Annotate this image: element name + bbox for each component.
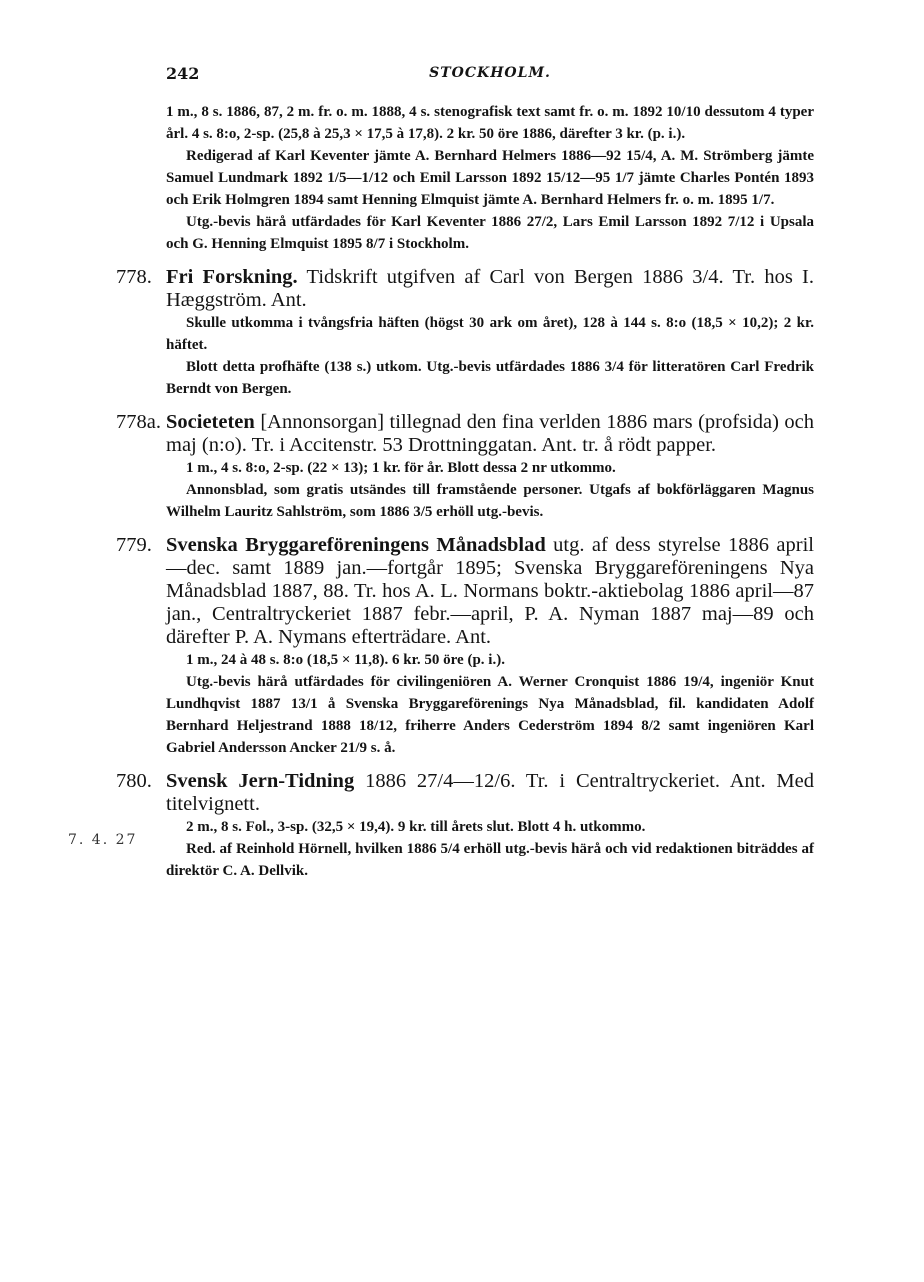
entry-heading xyxy=(166,534,814,649)
entry-description: 1886 27/4—12/6. Tr. i Centraltryckeriet. Ant. Med titelvignett. xyxy=(166,770,814,815)
entry-note: 2 m., 8 s. Fol., 3-sp. (32,5 × 19,4). 9 kr. till årets slut. Blott 4 h. utkommo. xyxy=(186,819,646,835)
entry-title: Svenska Bryggareföreningens Månadsblad xyxy=(166,534,546,556)
entry-heading xyxy=(166,266,814,312)
entry-description: Tidskrift utgifven af Carl von Bergen 1886 3/4. Tr. hos I. Hæggström. Ant. xyxy=(166,266,814,311)
entry-heading xyxy=(166,770,814,816)
entry-number: 779. xyxy=(116,534,152,556)
catalog-entry-778 xyxy=(116,266,814,400)
intro-license-paragraph: Utg.-bevis härå utfärdades för Karl Keventer 1886 27/2, Lars Emil Larsson 1892 7/12 i Upsala och G. Henning Elmquist 1895 8/7 i Stockholm. xyxy=(166,214,814,252)
entry-number: 778a. xyxy=(116,411,161,433)
page-header xyxy=(166,64,814,88)
entry-number: 780. xyxy=(116,770,152,792)
entry-title: Societeten xyxy=(166,411,255,433)
page-number: 242 xyxy=(166,64,200,83)
entry-description: utg. af dess styrelse 1886 april—dec. samt 1889 jan.—fortgår 1895; Svenska Bryggareföreningens Nya Månadsblad 1887, 88. Tr. hos A. L. Normans boktr.-aktiebolag 1886 april—87 jan., Centraltryckeriet 1887 febr.—april, P. A. Nyman 1887 maj—89 och därefter P. A. Nymans efterträdare. Ant. xyxy=(166,534,814,648)
entry-title: Fri Forskning. xyxy=(166,266,298,288)
entry-note: 1 m., 24 à 48 s. 8:o (18,5 × 11,8). 6 kr. 50 öre (p. i.). xyxy=(186,652,505,668)
entry-heading xyxy=(166,411,814,457)
entry-note: 1 m., 4 s. 8:o, 2-sp. (22 × 13); 1 kr. för år. Blott dessa 2 nr utkommo. xyxy=(186,460,616,476)
entry-note: Utg.-bevis härå utfärdades för civilingeniören A. Werner Cronquist 1886 19/4, ingeniör Knut Lundhqvist 1887 13/1 å Svenska Bryggareförenings Nya Månadsblad, fil. kandidaten Adolf Bernhard Heljestrand 1888 18/12, friherre Anders Cederström 1894 8/2 samt ingeniören Karl Gabriel Andersson Ancker 21/9 s. å. xyxy=(166,674,814,756)
intro-editors-paragraph: Redigerad af Karl Keventer jämte A. Bernhard Helmers 1886—92 15/4, A. M. Strömberg jämte Samuel Lundmark 1892 1/5—1/12 och Emil Larsson 1892 15/12—95 1/7 jämte Charles Pontén 1893 och Erik Holmgren 1894 samt Henning Elmquist jämte A. Bernhard Helmers fr. o. m. 1895 1/7. xyxy=(166,148,814,208)
entry-note: Red. af Reinhold Hörnell, hvilken 1886 5/4 erhöll utg.-bevis härå och vid redaktionen biträddes af direktör C. A. Dellvik. xyxy=(166,841,814,879)
intro-format-paragraph: 1 m., 8 s. 1886, 87, 2 m. fr. o. m. 1888, 4 s. stenografisk text samt fr. o. m. 1892 10/10 dessutom 4 typer årl. 4 s. 8:o, 2-sp. (25,8 à 25,3 × 17,5 à 17,8). 2 kr. 50 öre 1886, därefter 3 kr. (p. i.). xyxy=(166,104,814,142)
catalog-entry-778a xyxy=(116,411,815,523)
running-title: STOCKHOLM. xyxy=(429,65,551,81)
catalog-entry-779 xyxy=(116,534,814,759)
entry-note: Skulle utkomma i tvångsfria häften (högst 30 ark om året), 128 à 144 s. 8:o (18,5 × 10,2); 2 kr. häftet. xyxy=(166,315,814,353)
entry-number: 778. xyxy=(116,266,152,288)
catalog-entry-780 xyxy=(116,770,814,882)
entry-description: [Annonsorgan] tillegnad den fina verlden 1886 mars (profsida) och maj (n:o). Tr. i Accitenstr. 53 Drottninggatan. Ant. tr. å rödt papper. xyxy=(166,411,815,456)
entry-note: Annonsblad, som gratis utsändes till framstående personer. Utgafs af bokförläggaren Magnus Wilhelm Lauritz Sahlström, som 1886 3/5 erhöll utg.-bevis. xyxy=(166,482,814,520)
text-column xyxy=(116,101,815,882)
handwritten-margin-note: 7. 4. 27 xyxy=(68,832,138,848)
entry-title: Svensk Jern-Tidning xyxy=(166,770,355,792)
entry-note: Blott detta profhäfte (138 s.) utkom. Utg.-bevis utfärdades 1886 3/4 för litteratören Carl Fredrik Berndt von Bergen. xyxy=(166,359,814,397)
